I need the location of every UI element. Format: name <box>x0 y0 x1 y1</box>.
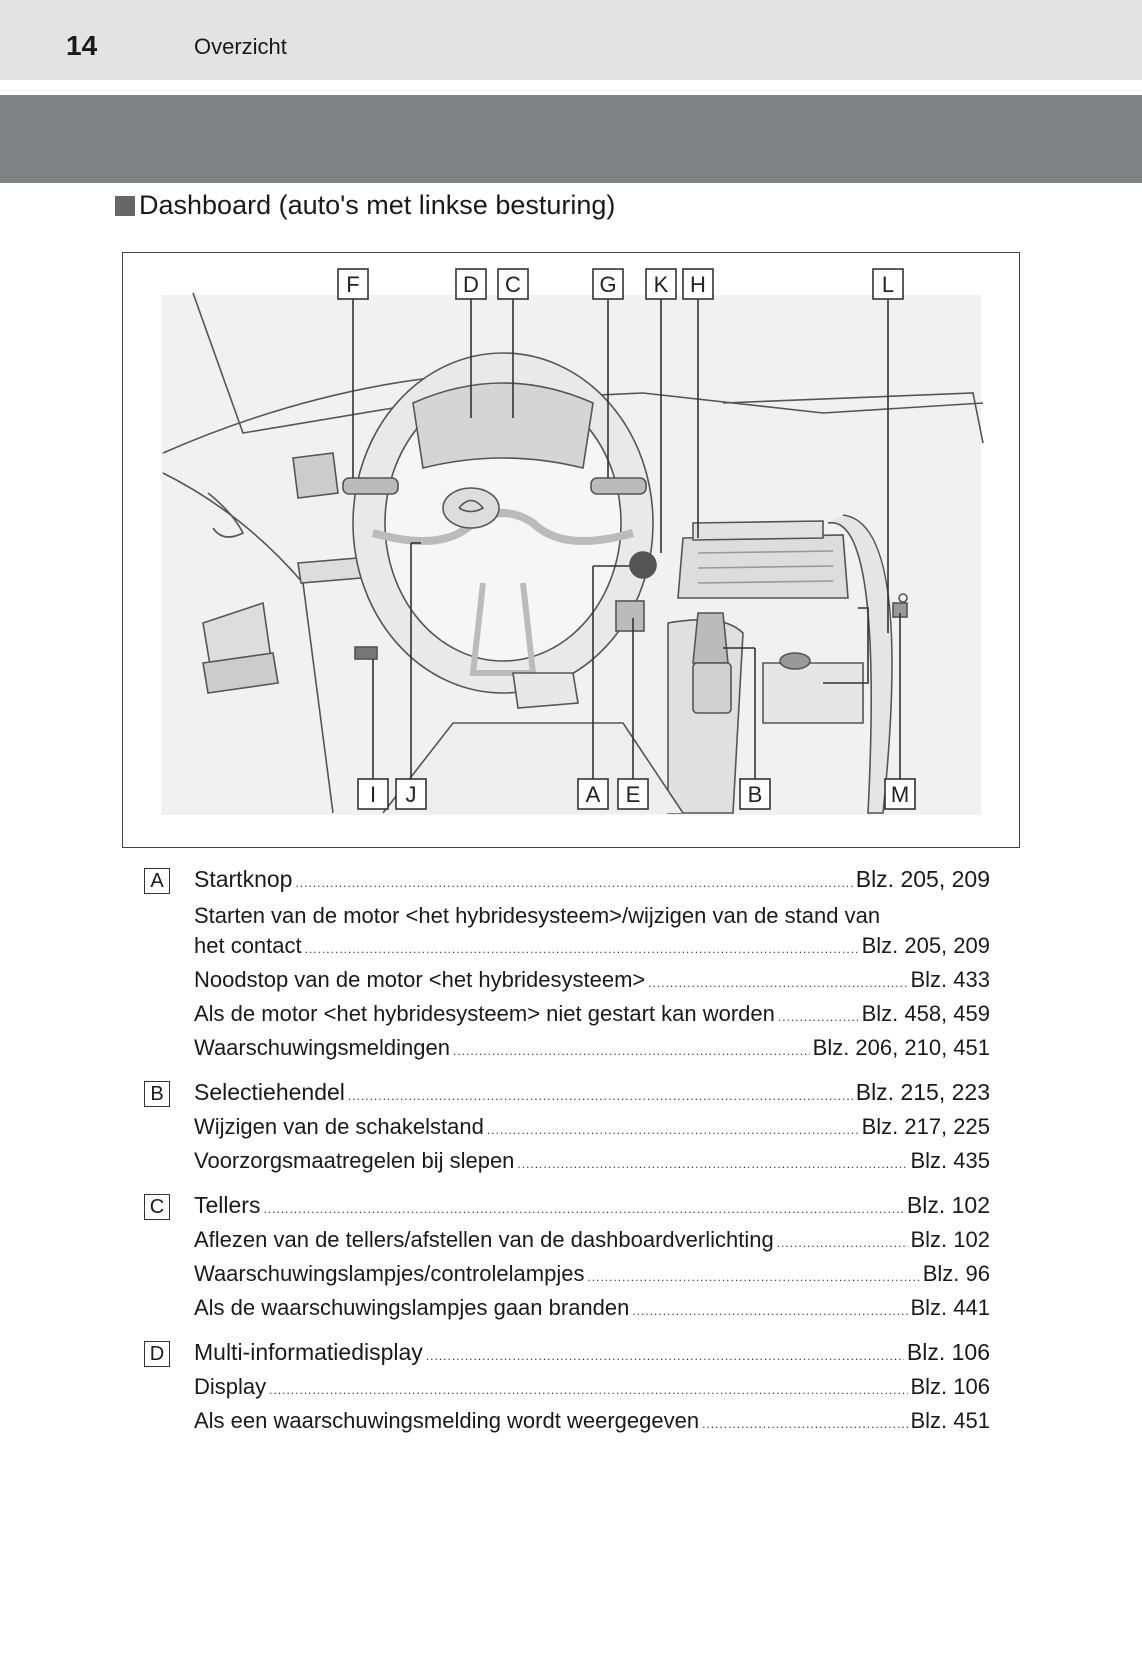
svg-text:A: A <box>585 782 601 807</box>
callout-b <box>740 779 770 809</box>
dashboard-illustration <box>122 252 1020 848</box>
page-number: 14 <box>66 30 98 61</box>
svg-text:I: I <box>369 782 377 807</box>
entry-title: Multi-informatiedisplay <box>194 1339 423 1365</box>
entry-d-sub-2 <box>144 1408 990 1434</box>
entry-a-sub-1 <box>144 903 990 959</box>
callout-i <box>358 779 388 809</box>
leader-dots <box>517 1157 907 1171</box>
entry-page: Blz. 205, 209 <box>855 866 990 892</box>
callout-f <box>338 269 368 299</box>
entry-a-sub-3 <box>144 1001 990 1027</box>
entry-letter: C <box>144 1194 170 1220</box>
callout-a <box>578 779 608 809</box>
entry-letter: B <box>144 1081 170 1107</box>
entry-b-sub-1 <box>144 1114 990 1140</box>
callout-e <box>618 779 648 809</box>
leader-dots <box>263 1202 903 1216</box>
sub-row <box>194 933 990 959</box>
sub-text: Waarschuwingsmeldingen <box>194 1035 450 1060</box>
callout-h <box>683 269 713 299</box>
entry-letter: D <box>144 1341 170 1367</box>
entry-d-sub-1 <box>144 1374 990 1400</box>
sub-page: Blz. 435 <box>910 1148 990 1173</box>
entry-title: Tellers <box>194 1192 261 1218</box>
callout-k <box>646 269 676 299</box>
entry-a-sub-2 <box>144 967 990 993</box>
sub-page: Blz. 106 <box>910 1374 990 1399</box>
entry-a <box>144 866 990 893</box>
svg-text:C: C <box>505 272 521 297</box>
leader-dots <box>348 1089 853 1103</box>
leader-dots <box>453 1044 810 1058</box>
sub-text: Waarschuwingslampjes/controlelampjes <box>194 1261 585 1286</box>
callout-g <box>593 269 623 299</box>
svg-text:L: L <box>881 272 895 297</box>
callout-l <box>873 269 903 299</box>
entry-b-sub-2 <box>144 1148 990 1174</box>
entry-page: Blz. 106 <box>906 1339 990 1365</box>
sub-text: Wijzigen van de schakelstand <box>194 1114 484 1139</box>
leader-dots <box>487 1123 859 1137</box>
sub-text: Display <box>194 1374 267 1399</box>
page-header-bar <box>0 0 1142 80</box>
svg-text:D: D <box>463 272 479 297</box>
entry-a-sub-4 <box>144 1035 990 1061</box>
leader-dots <box>269 1383 907 1397</box>
svg-text:G: G <box>599 272 617 297</box>
sub-page: Blz. 206, 210, 451 <box>812 1035 990 1060</box>
entry-c-sub-3 <box>144 1295 990 1321</box>
dashboard-drawing <box>123 253 1018 846</box>
svg-text:F: F <box>346 272 360 297</box>
callout-m <box>885 779 915 809</box>
sub-page: Blz. 441 <box>910 1295 990 1320</box>
entry-title: Startknop <box>194 866 293 892</box>
section-title <box>115 190 615 221</box>
sub-text: Als de motor <het hybridesysteem> niet gestart kan worden <box>194 1001 775 1026</box>
running-title: Overzicht <box>194 34 287 59</box>
sub-text: Als een waarschuwingsmelding wordt weergegeven <box>194 1408 700 1433</box>
entry-c-sub-1 <box>144 1227 990 1253</box>
section-banner <box>0 95 1142 183</box>
callout-c <box>498 269 528 299</box>
sub-page: Blz. 102 <box>910 1227 990 1252</box>
sub-page: Blz. 96 <box>922 1261 990 1286</box>
leader-dots <box>305 942 859 956</box>
leader-dots <box>632 1304 907 1318</box>
entry-d <box>144 1339 990 1366</box>
sub-text-cont: het contact <box>194 933 302 958</box>
sub-page: Blz. 205, 209 <box>861 933 990 958</box>
sub-page: Blz. 458, 459 <box>861 1001 990 1026</box>
sub-text: Als de waarschuwingslampjes gaan branden <box>194 1295 630 1320</box>
entry-letter: A <box>144 868 170 894</box>
svg-text:M: M <box>890 782 910 807</box>
svg-text:B: B <box>747 782 763 807</box>
sub-page: Blz. 451 <box>910 1408 990 1433</box>
leader-dots <box>295 876 852 890</box>
leader-dots <box>587 1270 919 1284</box>
sub-text: Starten van de motor <het hybridesysteem>/wijzigen van de stand van <box>194 903 881 928</box>
sub-text: Voorzorgsmaatregelen bij slepen <box>194 1148 515 1173</box>
entry-page: Blz. 215, 223 <box>855 1079 990 1105</box>
sub-text: Noodstop van de motor <het hybridesysteem> <box>194 967 646 992</box>
callout-d <box>456 269 486 299</box>
sub-page: Blz. 433 <box>910 967 990 992</box>
svg-text:E: E <box>625 782 641 807</box>
sub-page: Blz. 217, 225 <box>861 1114 990 1139</box>
entry-c-sub-2 <box>144 1261 990 1287</box>
square-bullet-icon <box>115 196 135 216</box>
svg-text:H: H <box>690 272 706 297</box>
section-title-text: Dashboard (auto's met linkse besturing) <box>139 190 616 220</box>
svg-text:J: J <box>405 782 417 807</box>
leader-dots <box>426 1349 904 1363</box>
callout-j <box>396 779 426 809</box>
leader-dots <box>777 1236 908 1250</box>
svg-text:K: K <box>653 272 669 297</box>
entry-c <box>144 1192 990 1219</box>
leader-dots <box>702 1417 907 1431</box>
entry-title: Selectiehendel <box>194 1079 345 1105</box>
entries-list <box>144 866 990 1434</box>
leader-dots <box>778 1010 859 1024</box>
leader-dots <box>648 976 907 990</box>
entry-page: Blz. 102 <box>906 1192 990 1218</box>
entry-b <box>144 1079 990 1106</box>
sub-text: Aflezen van de tellers/afstellen van de dashboardverlichting <box>194 1227 774 1252</box>
